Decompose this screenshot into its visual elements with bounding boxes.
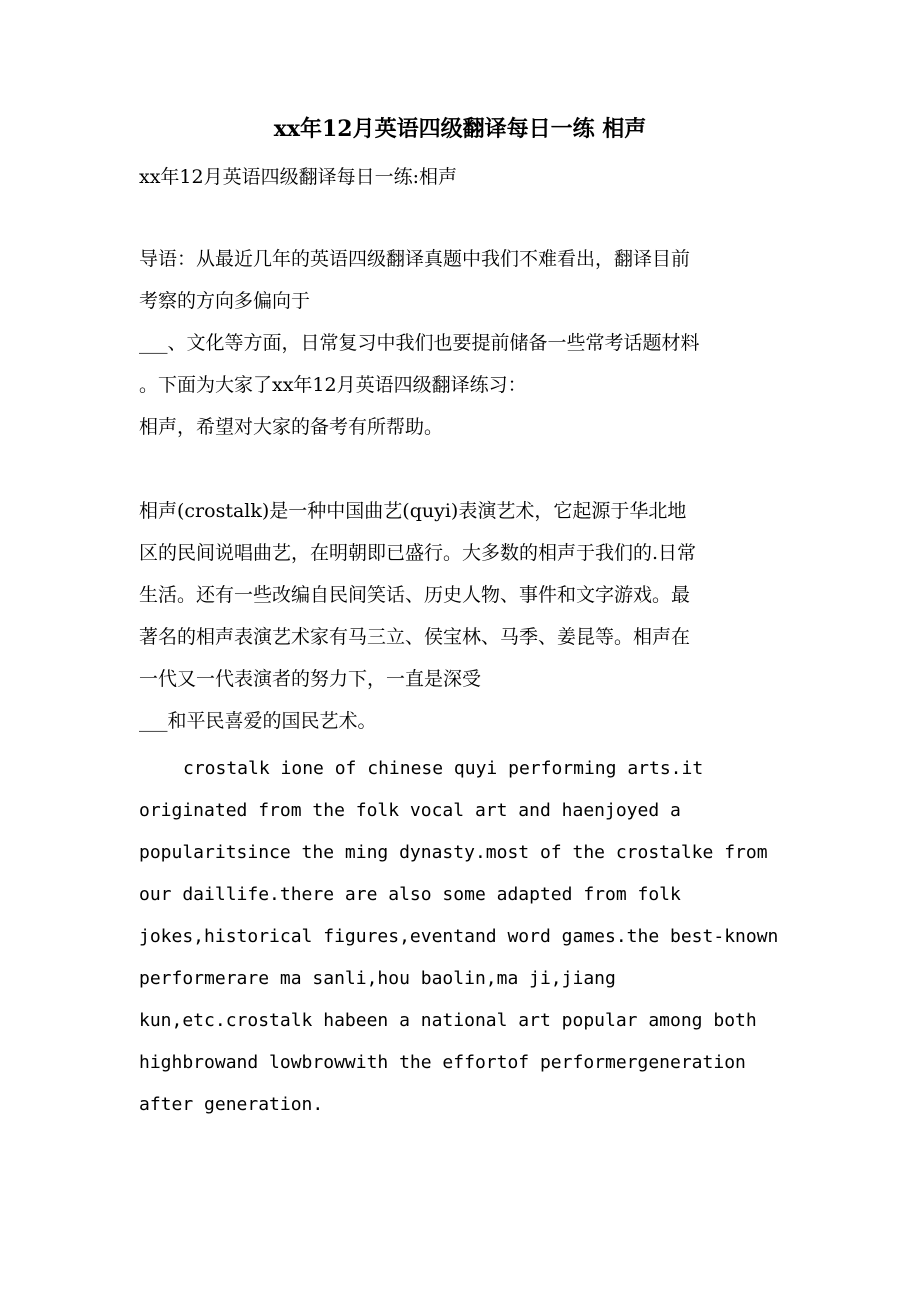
english-line: after generation. [139,1094,324,1115]
chinese-paragraph [139,490,789,742]
english-line: crostalk ione of chinese quyi performing arts.it [183,758,704,779]
document-title: xx年12月英语四级翻译每日一练 相声 [273,116,647,142]
chinese-line: 著名的相声表演艺术家有马三立、侯宝林、马季、姜昆等。相声在 [139,626,691,648]
english-line: performerare ma sanli,hou baolin,ma ji,jiang [139,968,616,989]
english-line: popularitsince the ming dynasty.most of the crostalke from [139,842,768,863]
english-line: kun,etc.crostalk habeen a national art popular among both [139,1010,757,1031]
document-subtitle [139,156,789,198]
english-line: highbrowand lowbrowwith the effortof performergeneration [139,1052,746,1073]
chinese-line: 相声(crostalk)是一种中国曲艺(quyi)表演艺术，它起源于华北地 [139,500,687,522]
chinese-line: ___和平民喜爱的国民艺术。 [139,710,377,732]
intro-line: 导语：从最近几年的英语四级翻译真题中我们不难看出，翻译目前 [139,248,691,270]
english-line: jokes,historical figures,eventand word games.the best-known [139,926,779,947]
intro-line: 考察的方向多偏向于 [139,290,311,312]
chinese-line: 生活。还有一些改编自民间笑话、历史人物、事件和文字游戏。最 [139,584,691,606]
intro-line: 。下面为大家了xx年12月英语四级翻译练习： [139,374,527,396]
intro-line: ___、文化等方面，日常复习中我们也要提前储备一些常考话题材料 [139,332,700,354]
english-paragraph [139,748,789,1126]
intro-paragraph [139,238,789,448]
subtitle-line: xx年12月英语四级翻译每日一练:相声 [139,166,458,188]
chinese-line: 区的民间说唱曲艺，在明朝即已盛行。大多数的相声于我们的.日常 [139,542,697,564]
intro-line: 相声，希望对大家的备考有所帮助。 [139,416,444,438]
english-line: originated from the folk vocal art and haenjoyed a [139,800,681,821]
chinese-line: 一代又一代表演者的努力下，一直是深受 [139,668,482,690]
english-line: our daillife.there are also some adapted from folk [139,884,681,905]
